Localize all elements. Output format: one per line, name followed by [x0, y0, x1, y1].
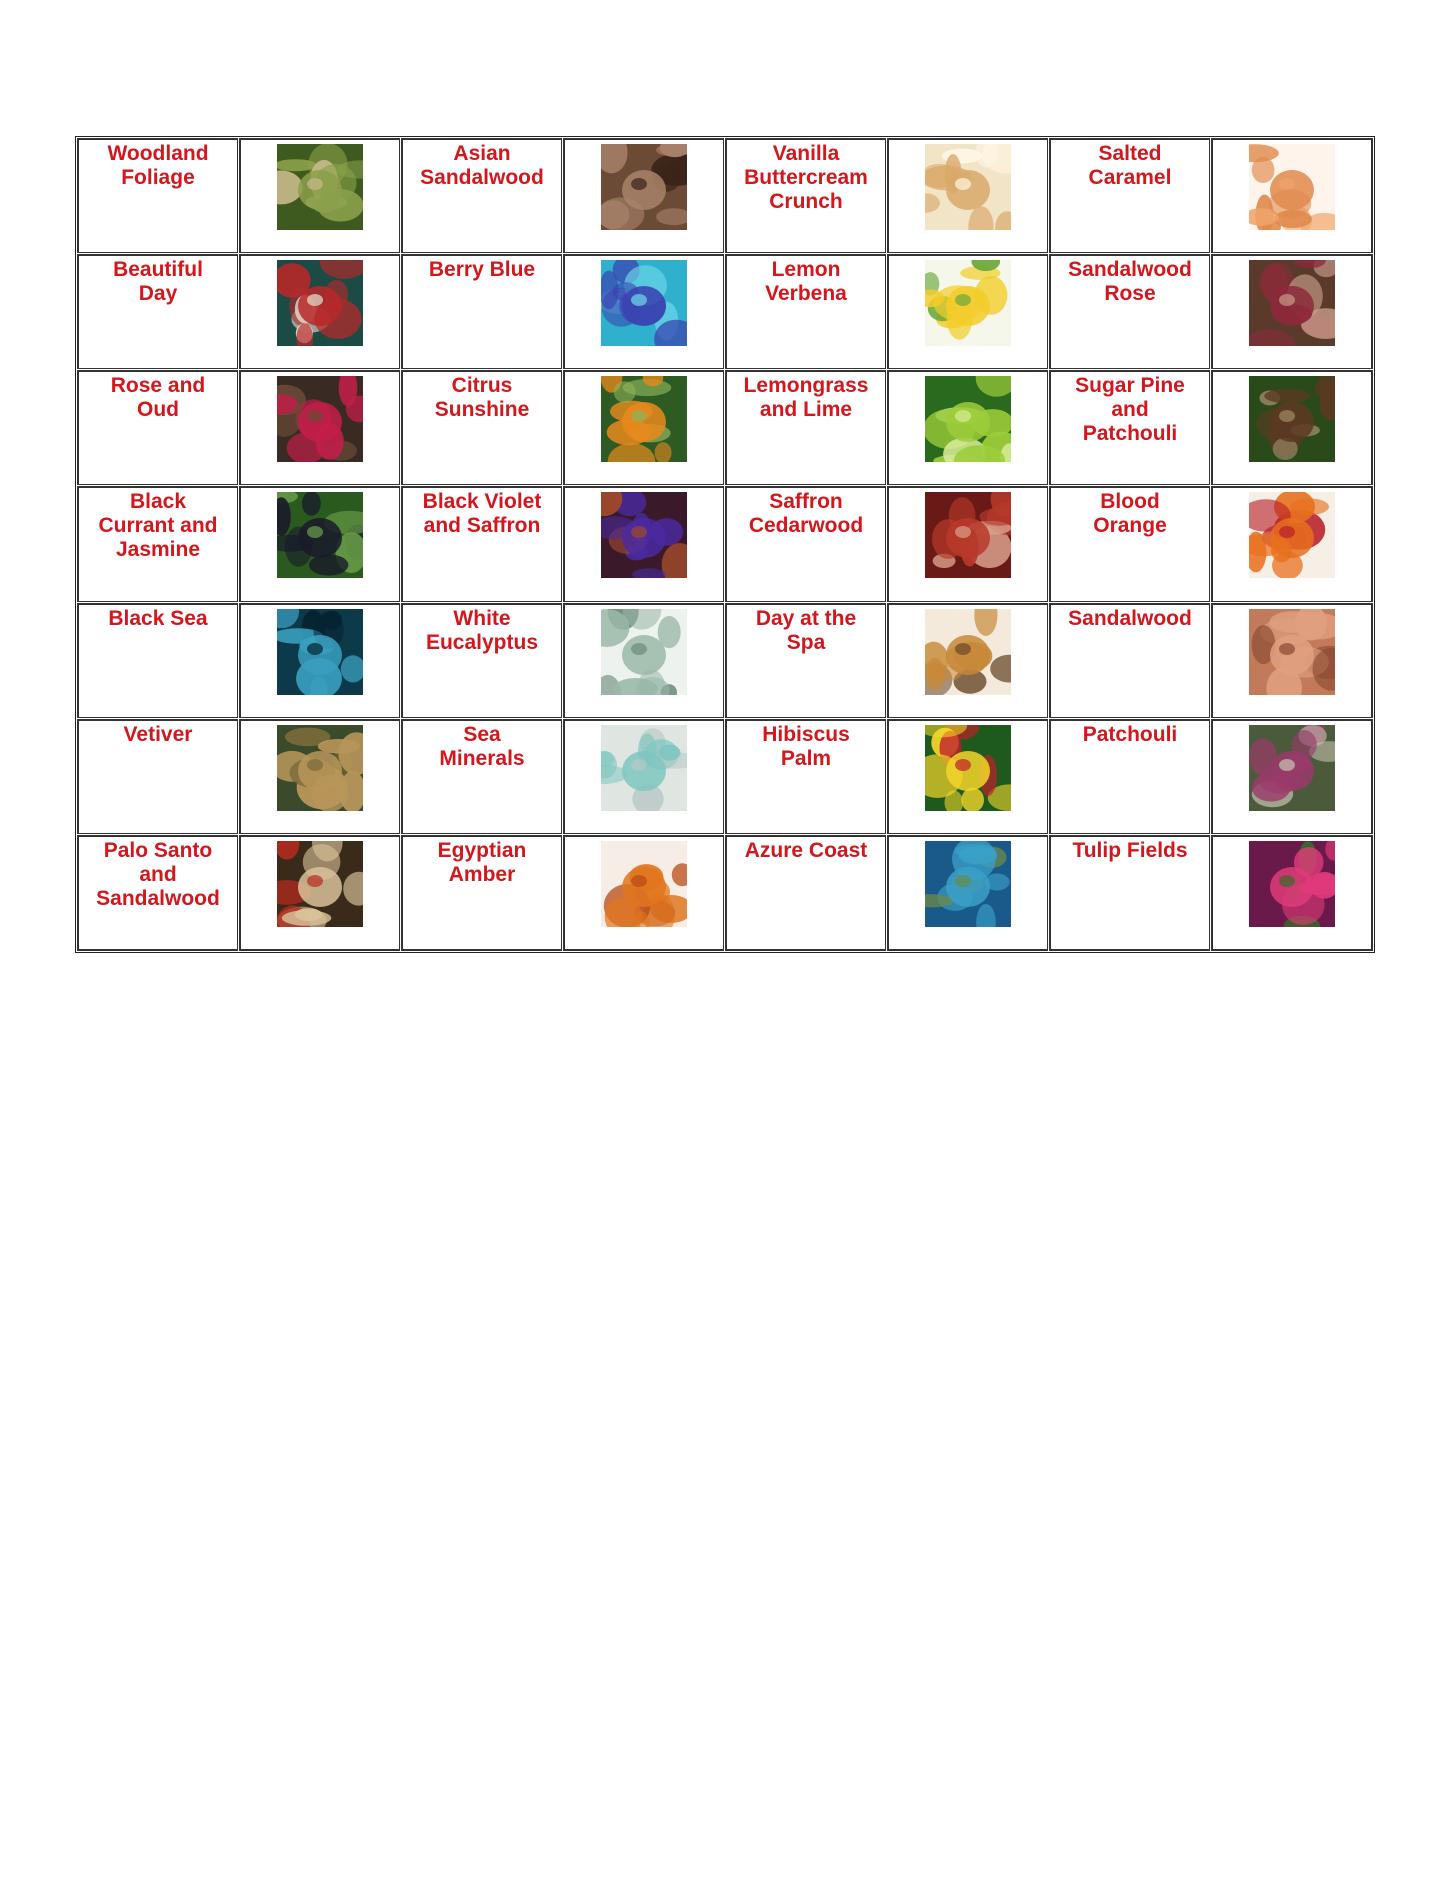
scent-name: Black Sea [108, 606, 208, 630]
scent-name: Azure Coast [744, 838, 868, 862]
scent-photo-cell [1211, 603, 1373, 719]
scent-photo-cell [887, 486, 1049, 602]
scent-photo-cell [887, 138, 1049, 254]
dried-rosebuds-photo [1249, 260, 1335, 346]
table-row [77, 603, 1373, 719]
scent-photo-cell [563, 835, 725, 951]
black-currant-photo [277, 492, 363, 578]
red-rose-photo [277, 376, 363, 462]
scent-photo-cell [563, 138, 725, 254]
scent-name: Salted Caramel [1088, 142, 1172, 189]
scent-name: Patchouli [1082, 722, 1178, 746]
scent-name: Day at the Spa [755, 606, 857, 654]
scent-name-cell [725, 603, 887, 719]
scent-name: Palo Santo and Sandalwood [96, 838, 220, 910]
scent-name-cell [725, 486, 887, 602]
lemon-leaves-photo [925, 260, 1011, 346]
table-row [77, 138, 1373, 254]
scent-photo-cell [563, 370, 725, 486]
scent-photo-cell [239, 835, 401, 951]
scent-name-cell [725, 835, 887, 951]
scent-photo-cell [887, 719, 1049, 835]
scent-name-cell [1049, 719, 1211, 835]
scent-name-cell [401, 486, 563, 602]
scent-name-cell [77, 138, 239, 254]
scent-name: Lemongrass and Lime [743, 374, 869, 422]
scent-name: Sandalwood Rose [1068, 258, 1192, 306]
amber-stones-photo [601, 841, 687, 927]
vetiver-roots-photo [277, 725, 363, 811]
hibiscus-flower-photo [925, 725, 1011, 811]
scent-name: Egyptian Amber [437, 838, 527, 886]
scent-name: Berry Blue [428, 258, 536, 282]
beach-shore-photo [601, 725, 687, 811]
palo-santo-sticks-photo [277, 841, 363, 927]
lime-lemongrass-photo [925, 376, 1011, 462]
scent-name-cell [401, 835, 563, 951]
scent-photo-cell [887, 835, 1049, 951]
scent-name-cell [401, 719, 563, 835]
scent-photo-cell [887, 254, 1049, 370]
scent-photo-cell [1211, 835, 1373, 951]
scent-name-cell [1049, 254, 1211, 370]
scent-name: Tulip Fields [1072, 838, 1188, 862]
scent-name: Blood Orange [1093, 490, 1167, 538]
cupcakes-photo [925, 144, 1011, 230]
scent-name-cell [1049, 603, 1211, 719]
scent-photo-cell [563, 603, 725, 719]
scent-photo-cell [239, 370, 401, 486]
scent-name: Black Currant and Jasmine [98, 490, 218, 562]
scent-photo-cell [887, 370, 1049, 486]
spa-candle-photo [925, 609, 1011, 695]
scent-name: Sandalwood [1068, 606, 1192, 630]
scent-name-cell [725, 254, 887, 370]
blue-berries-water-photo [601, 260, 687, 346]
scent-name: White Eucalyptus [425, 606, 539, 654]
table-row [77, 486, 1373, 602]
scent-name: Beautiful Day [113, 258, 203, 306]
scent-photo-cell [239, 486, 401, 602]
saffron-threads-photo [925, 492, 1011, 578]
eucalyptus-leaves-photo [601, 609, 687, 695]
wood-logs-photo [1249, 609, 1335, 695]
scent-photo-cell [239, 254, 401, 370]
scent-name-cell [77, 370, 239, 486]
orange-tree-photo [601, 376, 687, 462]
scent-name: Hibiscus Palm [762, 722, 850, 770]
scent-photo-cell [887, 603, 1049, 719]
table-row [77, 835, 1373, 951]
scent-name: Black Violet and Saffron [422, 490, 542, 538]
scent-photo-cell [563, 254, 725, 370]
scent-name-cell [725, 370, 887, 486]
scent-photo-cell [563, 486, 725, 602]
scent-name: Citrus Sunshine [434, 374, 530, 422]
caramel-cubes-photo [1249, 144, 1335, 230]
scent-photo-cell [1211, 486, 1373, 602]
sea-sunset-photo [277, 609, 363, 695]
scent-name: Sea Minerals [439, 722, 525, 770]
scent-photo-cell [1211, 370, 1373, 486]
scent-name-cell [77, 486, 239, 602]
scent-name: Vanilla Buttercream Crunch [744, 142, 868, 213]
pinecone-photo [1249, 376, 1335, 462]
scent-name-cell [1049, 370, 1211, 486]
scent-name-cell [725, 138, 887, 254]
scent-name-cell [401, 603, 563, 719]
scent-name: Saffron Cedarwood [748, 490, 864, 538]
scent-name: Sugar Pine and Patchouli [1075, 374, 1185, 446]
scent-name: Lemon Verbena [765, 258, 847, 306]
patchouli-plant-photo [1249, 725, 1335, 811]
scent-name-cell [77, 835, 239, 951]
scent-name-cell [401, 370, 563, 486]
scent-table [75, 136, 1375, 953]
scent-name-cell [1049, 138, 1211, 254]
fruit-window-photo [277, 260, 363, 346]
scent-name-cell [77, 254, 239, 370]
tulip-field-photo [1249, 841, 1335, 927]
scent-photo-cell [239, 719, 401, 835]
scent-photo-cell [1211, 138, 1373, 254]
scent-name: Rose and Oud [110, 374, 206, 422]
table-row [77, 370, 1373, 486]
scent-name: Vetiver [123, 722, 193, 746]
scent-name-cell [401, 254, 563, 370]
blood-orange-photo [1249, 492, 1335, 578]
scent-name: Asian Sandalwood [420, 142, 544, 189]
scent-photo-cell [1211, 254, 1373, 370]
scent-name-cell [77, 719, 239, 835]
violet-flower-photo [601, 492, 687, 578]
forest-path-photo [277, 144, 363, 230]
scent-photo-cell [563, 719, 725, 835]
scent-name-cell [725, 719, 887, 835]
scent-name: Woodland Foliage [107, 142, 209, 189]
scent-name-cell [401, 138, 563, 254]
scent-name-cell [1049, 835, 1211, 951]
scent-photo-cell [239, 138, 401, 254]
scent-name-cell [77, 603, 239, 719]
table-row [77, 254, 1373, 370]
coastal-cliffs-photo [925, 841, 1011, 927]
buddha-incense-photo [601, 144, 687, 230]
table-row [77, 719, 1373, 835]
scent-name-cell [1049, 486, 1211, 602]
scent-photo-cell [239, 603, 401, 719]
scent-photo-cell [1211, 719, 1373, 835]
